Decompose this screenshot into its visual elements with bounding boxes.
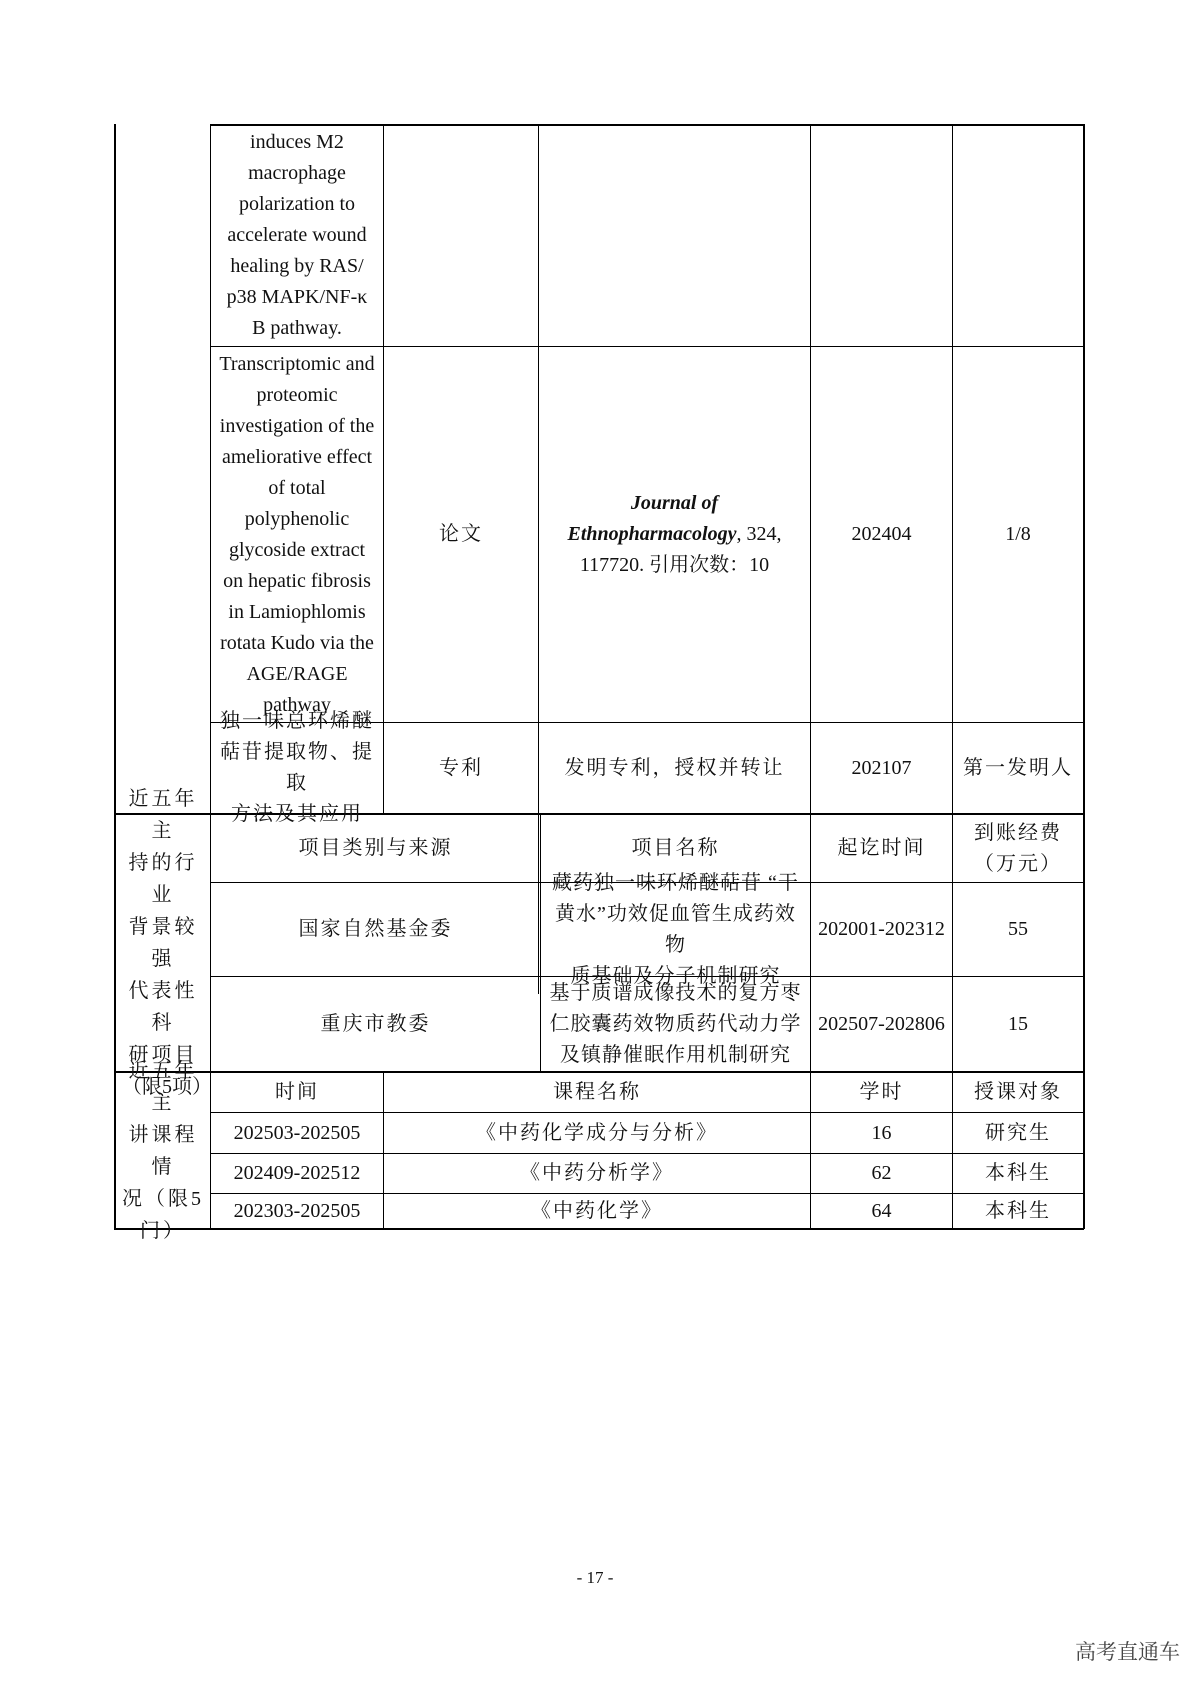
paper-2-journal-line-2 (568, 519, 782, 550)
paper-2-type: 论文 (439, 523, 483, 545)
watermark: 高考直通车 (1075, 1640, 1180, 1664)
paper-1-title-line: macrophage (248, 162, 346, 184)
projects-section-label (116, 788, 212, 1098)
course-2-time: 202409-202512 (233, 1162, 361, 1184)
funding-header-line: （万元） (974, 852, 1062, 875)
courses-header-name: 课程名称 (553, 1081, 641, 1103)
course-2-hours: 62 (871, 1162, 892, 1184)
projects-header-funding (953, 815, 1083, 882)
projects-header-source: 项目类别与来源 (298, 837, 453, 859)
journal-article-citations: 117720. 引用次数：10 (579, 554, 770, 576)
course-1-audience: 研究生 (985, 1121, 1051, 1144)
project-1-period: 202001-202312 (818, 918, 945, 940)
courses-header-hours: 学时 (859, 1081, 904, 1103)
course-2-name: 《中药分析学》 (520, 1162, 674, 1184)
paper-2-title-line: Transcriptomic and (219, 352, 375, 375)
courses-section-label (116, 1059, 210, 1242)
paper-1-title-line: p38 MAPK/NF-κ (226, 286, 368, 308)
courses-label-line: 况（限5 (122, 1187, 204, 1210)
patent-rank: 第一发明人 (963, 756, 1073, 779)
journal-name: Journal of (630, 492, 719, 514)
projects-label-line: （限5项） (122, 1076, 212, 1098)
patent-title-line: 方法及其应用 (231, 803, 363, 825)
paper-1-title-line: polarization to (238, 193, 356, 215)
paper-2-title-line: glycoside extract (228, 538, 366, 561)
project-2-name (541, 977, 810, 1071)
paper-2-title-line: ameliorative effect (221, 445, 373, 468)
courses-label-line: 门） (140, 1219, 186, 1242)
project-2-name-line: 及镇静催眠作用机制研究 (560, 1043, 791, 1066)
project-1-source: 国家自然基金委 (298, 918, 453, 940)
project-1-name (541, 871, 810, 987)
course-3-hours: 64 (871, 1199, 892, 1222)
projects-label-line: 代表性科 (128, 980, 198, 1034)
paper-2-title (211, 347, 383, 722)
course-1-time: 202503-202505 (233, 1121, 361, 1144)
project-2-period: 202507-202806 (818, 1012, 945, 1035)
project-1-funding: 55 (1008, 918, 1028, 940)
projects-label-line: 研项目 (128, 1044, 198, 1066)
project-1-name-line: 藏药独一味环烯醚萜苷 “干 (552, 871, 799, 894)
paper-2-title-line: in Lamiophlomis (228, 600, 366, 623)
courses-label-line: 讲课程情 (128, 1123, 198, 1178)
journal-name-2: Ethnopharmacology (567, 523, 737, 545)
projects-label-line: 持的行业 (128, 852, 198, 906)
course-3-time: 202303-202505 (233, 1199, 361, 1222)
paper-1-title-line: induces M2 (250, 131, 344, 153)
patent-title (211, 710, 383, 825)
project-2-funding: 15 (1008, 1012, 1028, 1035)
paper-2-journal (539, 347, 810, 722)
paper-2-title-line: pathway (263, 693, 331, 716)
patent-type: 专利 (439, 756, 483, 779)
course-1-hours: 16 (871, 1121, 892, 1144)
project-1-name-line: 黄水”功效促血管生成药效物 (555, 902, 796, 956)
patent-date: 202107 (851, 756, 912, 779)
course-2-audience: 本科生 (985, 1162, 1051, 1184)
border-bottom (114, 1228, 1084, 1230)
paper-2-title-line: investigation of the (219, 414, 375, 437)
course-1-name: 《中药化学成分与分析》 (476, 1121, 718, 1144)
paper-1-title-line: accelerate wound (227, 224, 367, 246)
project-2-name-line: 基于质谱成像技术的复方枣 (549, 981, 802, 1004)
paper-2-title-line: polyphenolic (244, 507, 350, 530)
paper-2-title-line: on hepatic fibrosis (223, 569, 371, 592)
paper-2-title-line: proteomic (256, 383, 338, 406)
page-number: - 17 - (576, 1568, 614, 1587)
projects-label-line: 近五年主 (128, 788, 198, 842)
patent-detail: 发明专利，授权并转让 (564, 756, 785, 779)
funding-header-line: 到账经费 (974, 821, 1062, 844)
courses-label-line: 近五年主 (128, 1059, 198, 1114)
border-right (1083, 124, 1085, 1229)
paper-2-title-line: AGE/RAGE (246, 662, 348, 685)
paper-2-title-line: of total (268, 476, 326, 499)
paper-1-title-line: healing by RAS/ (230, 255, 364, 277)
paper-2-rank: 1/8 (1005, 523, 1031, 545)
project-2-name-line: 仁胶囊药效物质药代动力学 (549, 1012, 802, 1035)
courses-header-time: 时间 (275, 1081, 319, 1103)
project-2-source: 重庆市教委 (320, 1012, 431, 1035)
projects-header-period: 起讫时间 (837, 837, 926, 859)
patent-title-line: 独一味总环烯醚 (220, 710, 374, 732)
courses-header-audience: 授课对象 (974, 1081, 1062, 1103)
paper-2-date: 202404 (851, 523, 912, 545)
course-3-audience: 本科生 (985, 1199, 1051, 1222)
projects-label-line: 背景较强 (128, 916, 198, 970)
paper-1-title-line: B pathway. (252, 317, 342, 339)
projects-header-name: 项目名称 (631, 837, 720, 859)
course-3-name: 《中药化学》 (531, 1199, 663, 1222)
paper-2-journal-line-1 (631, 488, 718, 519)
journal-volume: , 324, (736, 523, 782, 545)
paper-2-title-line: rotata Kudo via the (220, 631, 374, 654)
project-1-name-line: 质基础及分子机制研究 (570, 964, 781, 987)
patent-title-line: 萜苷提取物、提取 (220, 741, 374, 794)
paper-1-title (211, 125, 383, 346)
